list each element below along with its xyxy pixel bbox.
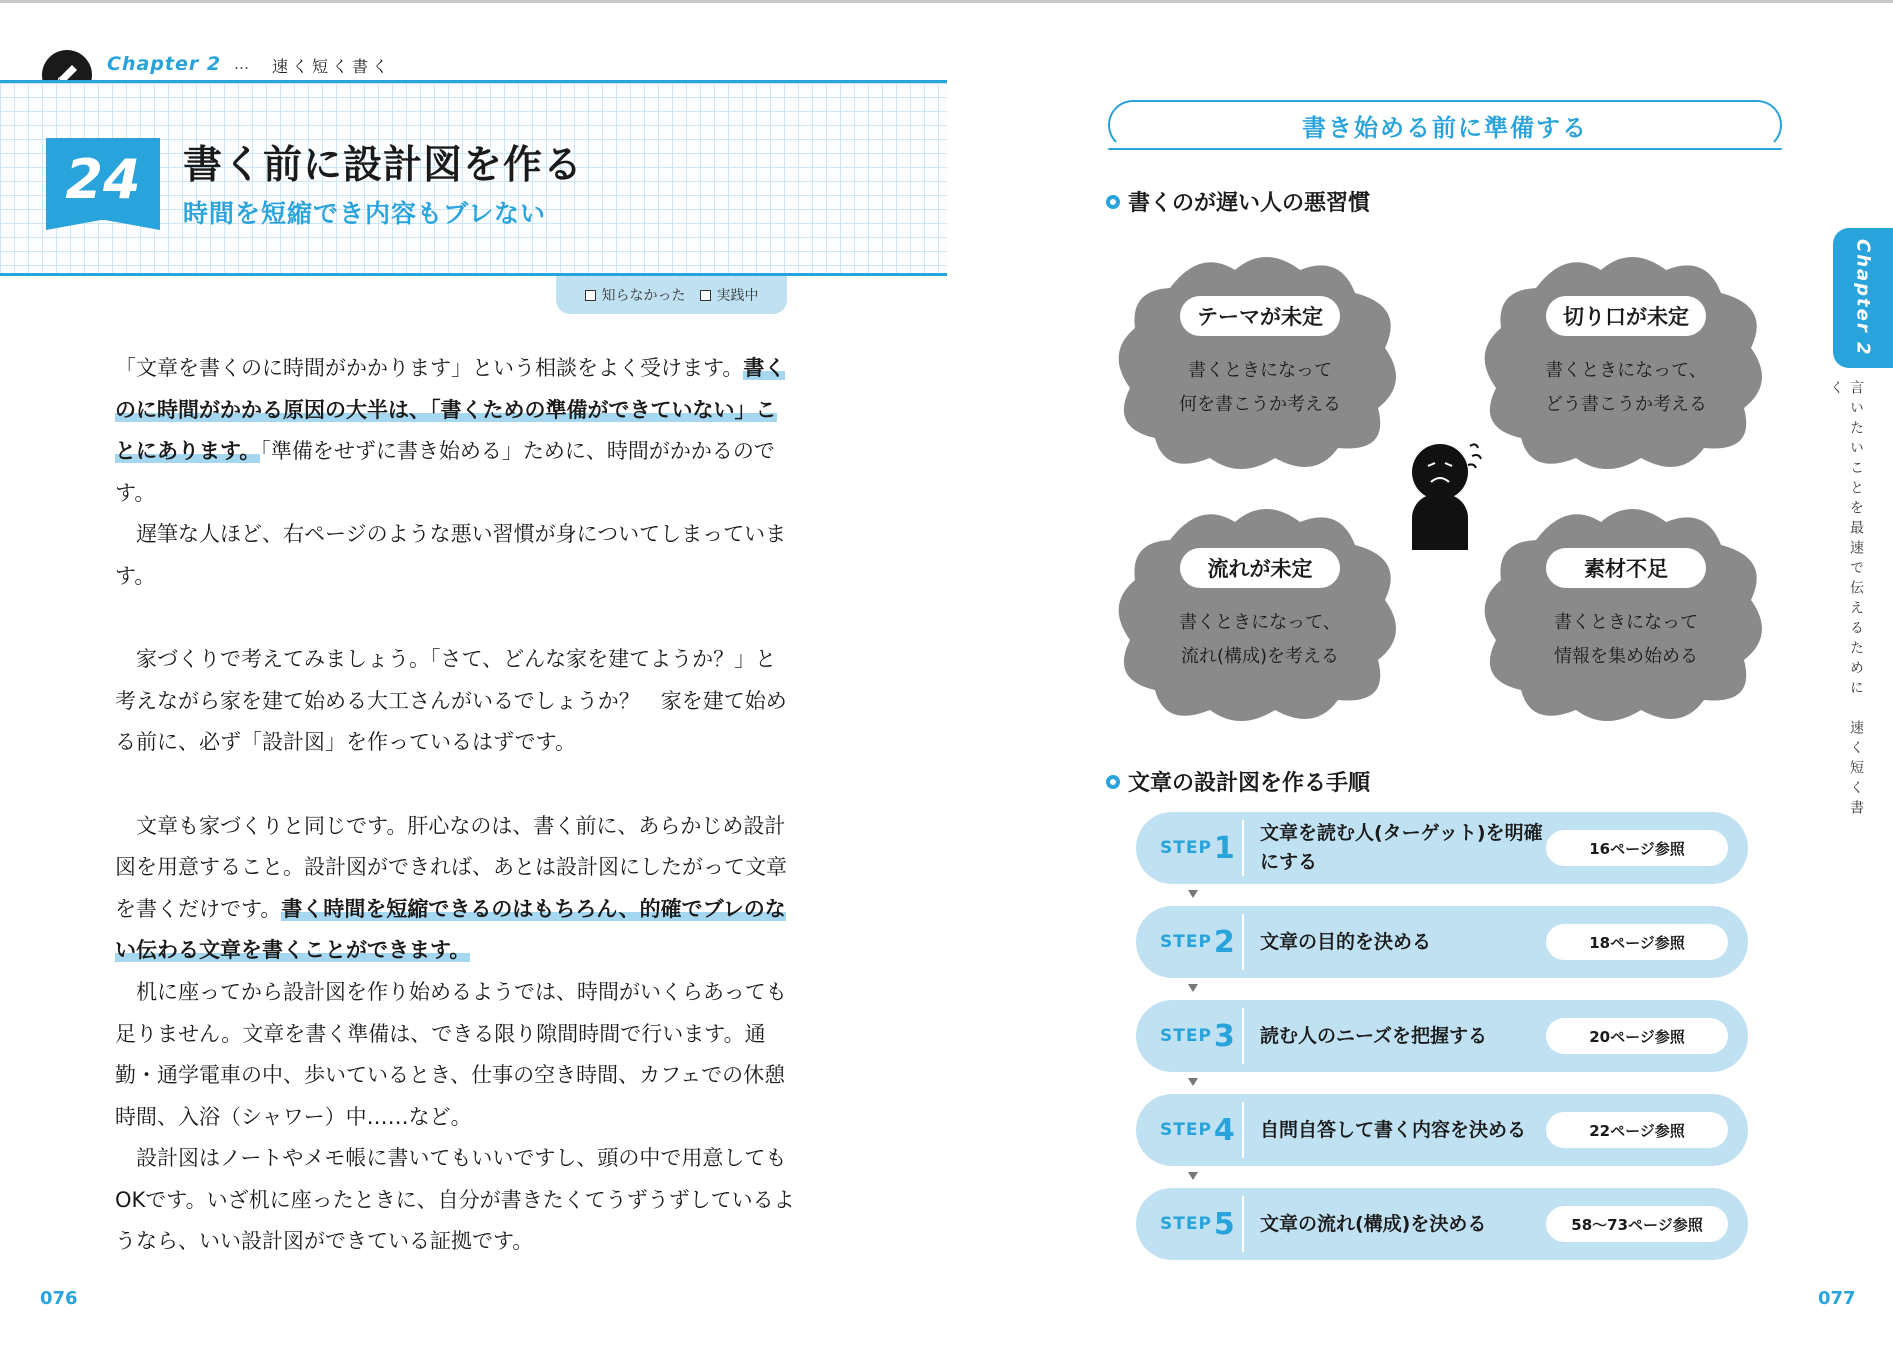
step-page-ref: 58〜73ページ参照 <box>1546 1206 1728 1242</box>
step-text: 自問自答して書く内容を決める <box>1260 1118 1527 1141</box>
paragraph-3: 家づくりで考えてみましょう。「さて、どんな家を建てようか？」と考えながら家を建て始める大工さんがいるでしょうか？ 家を建て始める前に、必ず「設計図」を作っているはずです。 <box>115 647 787 755</box>
step-label: STEP 1 <box>1160 830 1235 866</box>
chapter-tab-label: Chapter 2 <box>1852 239 1874 357</box>
down-arrow-icon <box>1188 1172 1198 1180</box>
step-row <box>1136 1094 1748 1166</box>
down-arrow-icon <box>1188 890 1198 898</box>
section-subtitle: 時間を短縮でき内容もブレない <box>183 199 547 228</box>
step-page-ref: 22ページ参照 <box>1546 1112 1728 1148</box>
habit-desc: 書くときになって 何を書こうか考える <box>1179 360 1341 415</box>
step-text: 読む人のニーズを把握する <box>1260 1024 1488 1047</box>
body-text <box>115 348 795 1263</box>
checklist-label: 知らなかった <box>601 288 686 304</box>
down-arrow-icon <box>1188 984 1198 992</box>
step-row <box>1136 1000 1748 1072</box>
prep-banner-title: 書き始める前に準備する <box>1302 114 1588 142</box>
habit-desc: 書くときになって、 どう書こうか考える <box>1545 360 1707 415</box>
step-page-ref: 20ページ参照 <box>1546 1018 1728 1054</box>
step-row <box>1136 906 1748 978</box>
paragraph-4: 文章も家づくりと同じです。肝心なのは、書く前に、あらかじめ設計図を用意すること。設計図ができれば、あとは設計図にしたがって文章を書くだけです。書く時間を短縮できるのはもちろん、的確でブレのない伝わる文章を書くことができます。 <box>115 813 787 963</box>
worried-person-icon <box>1404 432 1484 550</box>
highlight: 書く時間を短縮できるのはもちろん、的確でブレのない伝わる文章を書くことができます。 <box>115 896 786 963</box>
checklist-pill <box>556 276 787 314</box>
steps-heading: 文章の設計図を作る手順 <box>1106 766 1370 797</box>
paragraph-2: 遅筆な人ほど、右ページのような悪い習慣が身についてしまっています。 <box>115 522 787 588</box>
habit-tag: 流れが未定 <box>1180 548 1340 588</box>
step-label: STEP 4 <box>1160 1112 1235 1148</box>
habit-tag: 切り口が未定 <box>1546 296 1706 336</box>
habit-desc: 書くときになって 情報を集め始める <box>1554 612 1698 667</box>
habits-heading: 書くのが遅い人の悪習慣 <box>1106 186 1370 217</box>
paragraph-6: 設計図はノートやメモ帳に書いてもいいですし、頭の中で用意してもOKです。いざ机に座ったときに、自分が書きたくてうずうずしているようなら、いい設計図ができている証拠です。 <box>115 1146 795 1254</box>
paragraph-5: 机に座ってから設計図を作り始めるようでは、時間がいくらあっても足りません。文章を書く準備は、できる限り隙間時間で行います。通勤・通学電車の中、歩いているとき、仕事の空き時間、カフェでの休憩時間、入浴（シャワー）中……など。 <box>115 979 787 1129</box>
step-text: 文章の流れ(構成)を決める <box>1260 1212 1487 1235</box>
step-page-ref: 16ページ参照 <box>1546 830 1728 866</box>
step-label: STEP 5 <box>1160 1206 1235 1242</box>
section-number-badge: 24 <box>46 138 160 220</box>
section-title: 書く前に設計図を作る <box>183 143 584 188</box>
chapter-name: 速く短く書く <box>272 57 393 76</box>
checklist-item-unknown[interactable] <box>585 285 686 305</box>
bullet-icon <box>1106 775 1120 789</box>
step-page-ref: 18ページ参照 <box>1546 924 1728 960</box>
checkbox-icon[interactable] <box>700 290 711 301</box>
page-number-left: 076 <box>40 1288 78 1309</box>
bullet-icon <box>1106 195 1120 209</box>
step-text: 文章を読む人(ターゲット)を明確にする <box>1260 822 1543 873</box>
chapter-label: Chapter 2 <box>107 53 222 75</box>
habit-card-angle <box>1476 248 1776 478</box>
highlight: 書くのに時間がかかる原因の大半は、「書くための準備ができていない」ことにあります。 <box>115 356 786 464</box>
page-number-right: 077 <box>1818 1288 1856 1309</box>
checkbox-icon[interactable] <box>585 290 596 301</box>
habit-card-theme <box>1110 248 1410 478</box>
down-arrow-icon <box>1188 1078 1198 1086</box>
checklist-label: 実践中 <box>716 288 759 304</box>
chapter-separator: … <box>234 55 251 73</box>
top-rule <box>0 0 1893 3</box>
habit-tag: 素材不足 <box>1546 548 1706 588</box>
step-label: STEP 2 <box>1160 924 1235 960</box>
side-caption: 言いたいことを最速で伝えるために 速く短く書く <box>1828 380 1864 820</box>
step-row <box>1136 1188 1748 1260</box>
step-row <box>1136 812 1748 884</box>
habit-tag: テーマが未定 <box>1180 296 1340 336</box>
habit-card-flow <box>1110 500 1410 730</box>
habit-desc: 書くときになって、 流れ(構成)を考える <box>1179 612 1341 667</box>
habit-card-material <box>1476 500 1776 730</box>
step-text: 文章の目的を決める <box>1260 930 1432 953</box>
step-label: STEP 3 <box>1160 1018 1235 1054</box>
paragraph-1: 「文章を書くのに時間がかかります」という相談をよく受けます。書くのに時間がかかる原因の大半は、「書くための準備ができていない」ことにあります。「準備をせずに書き始める」ために、時間がかかるのです。 <box>115 356 786 505</box>
checklist-item-practicing[interactable] <box>700 285 759 305</box>
